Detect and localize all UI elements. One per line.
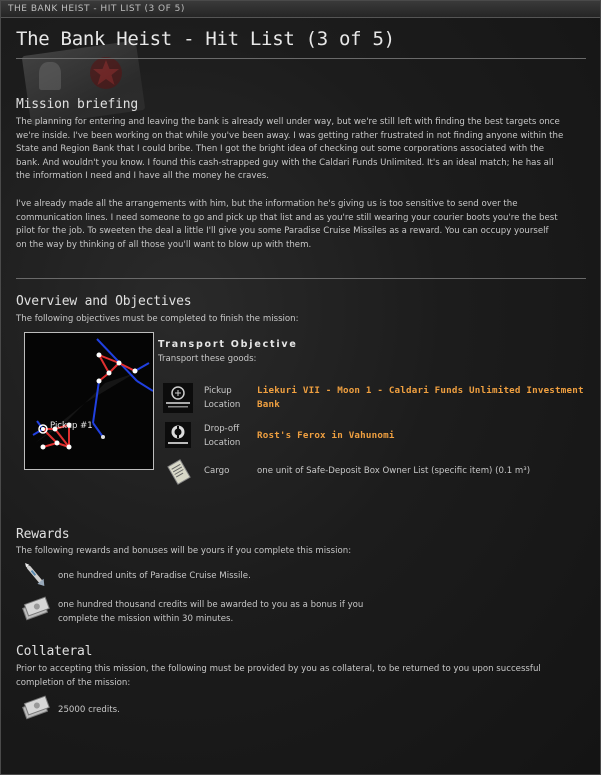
transport-subtitle: Transport these goods:	[158, 354, 257, 364]
rewards-intro: The following rewards and bonuses will be yours if you complete this mission:	[16, 546, 352, 556]
background-portrait-icon	[39, 62, 61, 90]
objectives-intro: The following objectives must be completed to finish the mission:	[16, 314, 299, 324]
background-star-icon	[89, 56, 123, 90]
objectives-heading: Overview and Objectives	[16, 294, 192, 309]
route-map-graphic	[25, 333, 154, 470]
caldari-funds-logo-icon[interactable]	[163, 383, 193, 413]
dropoff-label-1: Drop-off	[204, 424, 240, 434]
window-title: THE BANK HEIST - HIT LIST (3 OF 5)	[8, 4, 185, 14]
briefing-paragraph-1	[16, 116, 586, 184]
briefing-line: bank. And wouldn't you know. I found this cash-strapped guy with the Caldari Funds Unlimited. It's an ideal match; he has all	[16, 157, 554, 168]
cargo-document-icon[interactable]	[165, 458, 193, 486]
cargo-label: Cargo	[204, 466, 230, 476]
briefing-paragraph-2	[16, 198, 586, 252]
briefing-line: I've already made all the arrangements with him, but the information he's giving us is too sensitive to send over the	[16, 199, 518, 209]
cruise-missile-icon[interactable]	[23, 561, 49, 591]
reward-item-2-line2: complete the mission within 30 minutes.	[58, 614, 234, 624]
route-map[interactable]	[24, 332, 154, 470]
briefing-heading: Mission briefing	[16, 97, 139, 112]
pickup-location-clip	[257, 384, 599, 400]
rewards-heading: Rewards	[16, 527, 70, 542]
briefing-line: we're inside. I've been working on that while you've been away. I was getting rather frustrated in not finding anyone within the	[16, 130, 564, 141]
pickup-label-2: Location	[204, 400, 241, 410]
reward-item-2-line1: one hundred thousand credits will be awarded to you as a bonus if you	[58, 600, 364, 610]
pickup-location-link[interactable]: Liekuri VII - Moon 1 - Caldari Funds Unlimited Investment	[257, 385, 584, 396]
briefing-line: pilot for the job. To sweeten the deal a little I'll give you some Paradise Cruise Missiles as a reward. You can occupy yourself	[16, 226, 549, 237]
map-pickup-label: Pickup #1	[50, 421, 93, 431]
mission-content[interactable]	[1, 18, 600, 775]
collateral-intro-line2: completion of the mission:	[16, 678, 131, 688]
title-divider	[16, 58, 586, 59]
collateral-item-1: 25000 credits.	[58, 705, 120, 715]
briefing-line: State and Region Bank that I could bribe. Then I got the bright idea of checking out some corporations associated with the	[16, 144, 545, 155]
collateral-heading: Collateral	[16, 644, 93, 659]
collateral-credits-icon[interactable]	[21, 695, 51, 723]
page-title: The Bank Heist - Hit List (3 of 5)	[16, 28, 395, 50]
dropoff-label-2: Location	[204, 438, 241, 448]
pickup-location-link-line2[interactable]: Bank	[257, 399, 280, 410]
window-title-bar[interactable]	[1, 1, 600, 18]
briefing-line: the information I need and I have all the money he craves.	[16, 171, 269, 182]
dropoff-location-link[interactable]: Rost's Ferox in Vahunomi	[257, 430, 395, 441]
briefing-divider	[16, 278, 586, 279]
briefing-line: communication lines. I need someone to go and pick up that list and as you're still wearing your courier boots you're the best	[16, 212, 558, 223]
transport-objective-title: Transport Objective	[158, 339, 298, 350]
pickup-label-1: Pickup	[204, 386, 232, 396]
reward-item-1: one hundred units of Paradise Cruise Missile.	[58, 571, 251, 581]
briefing-line: on the way by thinking of all those you'll want to blow up with them.	[16, 239, 312, 250]
credits-icon[interactable]	[21, 596, 51, 624]
caldari-logo-icon[interactable]	[165, 422, 191, 448]
collateral-intro-line1: Prior to accepting this mission, the following must be provided by you as collateral, to be returned to you upon successful	[16, 664, 541, 674]
cargo-value: one unit of Safe-Deposit Box Owner List (specific item) (0.1 m³)	[257, 466, 531, 476]
briefing-line: The planning for entering and leaving the bank is already well under way, but we're still left with finding the best targets once	[16, 117, 560, 127]
